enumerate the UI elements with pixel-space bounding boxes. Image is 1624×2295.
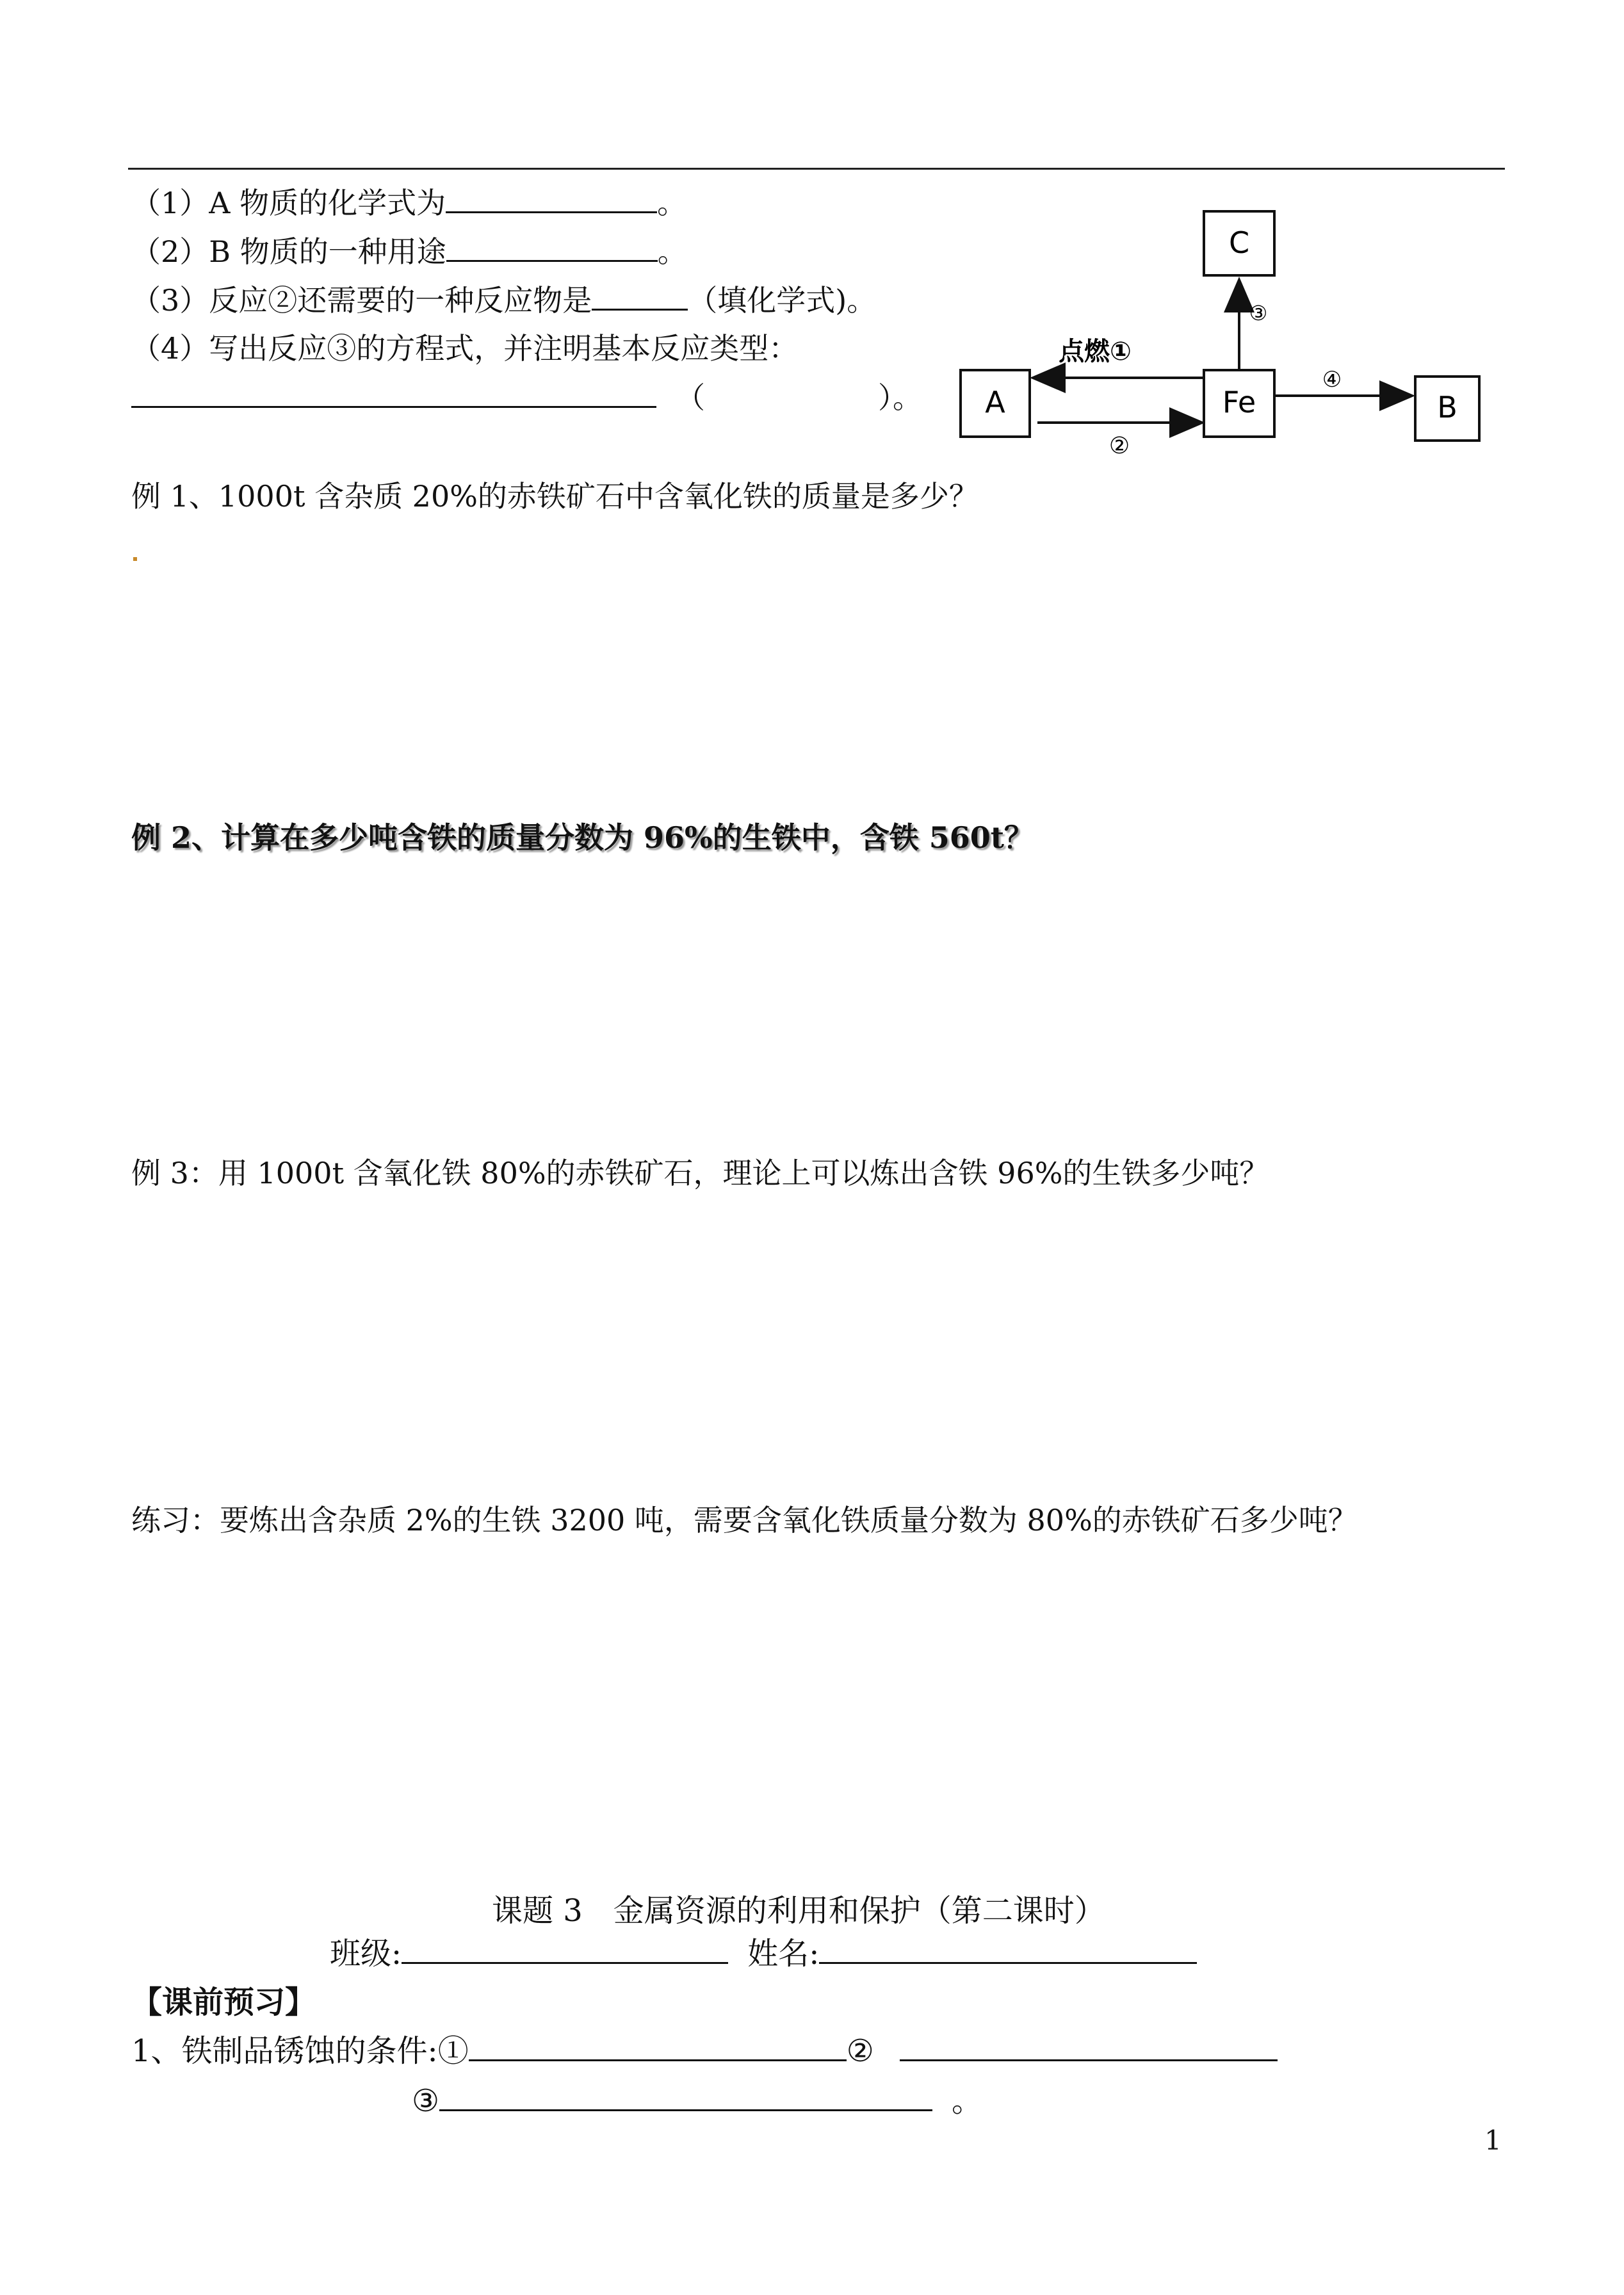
class-field[interactable] bbox=[402, 1934, 728, 1964]
class-label: 班级: bbox=[330, 1936, 402, 1972]
reaction-3-label: ③ bbox=[1249, 301, 1268, 325]
preview-section-heading: 【课前预习】 bbox=[131, 1984, 316, 2020]
example-1: 例 1、1000t 含杂质 20%的赤铁矿石中含氧化铁的质量是多少？ bbox=[131, 479, 978, 514]
rust-conditions-end: 。 bbox=[952, 2083, 983, 2119]
question-1-end: 。 bbox=[657, 186, 687, 220]
rust-condition-marker-3: ③ bbox=[412, 2083, 440, 2119]
name-label: 姓名: bbox=[747, 1936, 820, 1972]
page-number: 1 bbox=[1484, 2125, 1502, 2156]
question-3-text: （3）反应②还需要的一种反应物是 bbox=[131, 283, 592, 318]
name-field[interactable] bbox=[819, 1934, 1197, 1964]
rust-conditions-label: 1、铁制品锈蚀的条件:① bbox=[131, 2033, 469, 2069]
answer-blank-4-equation[interactable] bbox=[131, 378, 656, 408]
class-name-row bbox=[330, 1934, 1197, 1974]
question-3 bbox=[131, 280, 876, 320]
reaction-diagram bbox=[948, 192, 1492, 461]
header-rule bbox=[128, 168, 1505, 170]
question-2 bbox=[131, 232, 687, 271]
rust-condition-blank-3[interactable] bbox=[439, 2081, 932, 2111]
question-4-paren-close: ）。 bbox=[878, 380, 922, 415]
answer-blank-2[interactable] bbox=[446, 232, 658, 262]
question-4-paren-open: （ bbox=[676, 380, 705, 415]
question-2-text: （2）B 物质的一种用途 bbox=[131, 234, 446, 269]
question-4-answer-line bbox=[131, 378, 922, 417]
rust-condition-marker-2: ② bbox=[846, 2033, 874, 2069]
example-2: 例 2、计算在多少吨含铁的质量分数为 96%的生铁中，含铁 560t？ bbox=[131, 820, 1034, 855]
rust-condition-blank-1[interactable] bbox=[469, 2031, 847, 2061]
question-2-end: 。 bbox=[657, 234, 687, 269]
reaction-4-label: ④ bbox=[1322, 367, 1342, 393]
question-4-text: （4）写出反应③的方程式，并注明基本反应类型： bbox=[131, 331, 799, 366]
rust-conditions-line-2 bbox=[412, 2081, 982, 2121]
reaction-1-label: 点燃① bbox=[1059, 337, 1132, 366]
reaction-2-label: ② bbox=[1108, 433, 1130, 459]
answer-blank-1[interactable] bbox=[446, 183, 657, 213]
rust-conditions-item bbox=[131, 2031, 1278, 2071]
lesson-title: 课题 3 金属资源的利用和保护（第二课时） bbox=[492, 1893, 1105, 1929]
example-3: 例 3：用 1000t 含氧化铁 80%的赤铁矿石，理论上可以炼出含铁 96%的生铁多少吨？ bbox=[131, 1156, 1269, 1190]
node-a-label: A bbox=[985, 385, 1005, 419]
node-b-label: B bbox=[1437, 390, 1458, 425]
question-1-text: （1）A 物质的化学式为 bbox=[131, 186, 446, 220]
rust-condition-blank-2[interactable] bbox=[900, 2031, 1278, 2061]
node-fe-label: Fe bbox=[1222, 385, 1256, 419]
answer-blank-3[interactable] bbox=[592, 280, 688, 311]
practice-question: 练习：要炼出含杂质 2%的生铁 3200 吨，需要含氧化铁质量分数为 80%的赤铁矿石多少吨？ bbox=[131, 1503, 1358, 1537]
question-4 bbox=[131, 329, 798, 368]
question-3-end: （填化学式)。 bbox=[688, 283, 877, 318]
stray-dot bbox=[133, 557, 137, 561]
question-1 bbox=[131, 183, 686, 222]
node-c-label: C bbox=[1228, 225, 1250, 260]
